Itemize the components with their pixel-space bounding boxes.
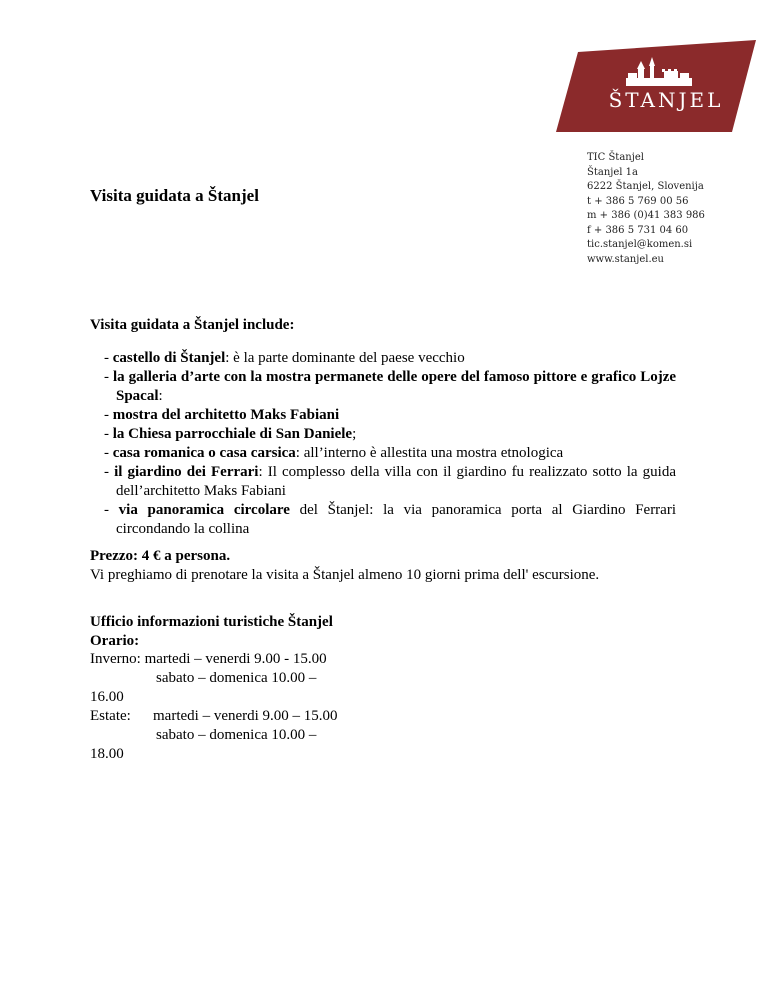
office-title: Ufficio informazioni turistiche Štanjel <box>90 614 333 630</box>
booking-note: Vi preghiamo di prenotare la visita a Štanjel almeno 10 giorni prima dell' escursione. <box>90 567 600 583</box>
logo-text: ŠTANJEL <box>608 88 724 112</box>
winter-weekend-hours: sabato – domenica 10.00 – <box>156 670 317 686</box>
winter-weekday-hours: Inverno: martedi – venerdi 9.00 - 15.00 <box>90 651 327 667</box>
winter-weekend-end: 16.00 <box>90 689 124 705</box>
list-item: - mostra del architetto Maks Fabiani <box>104 407 340 423</box>
item-text: : Il complesso della villa con il giardino fu realizzato sotto la guida dell’architetto Maks Fabiani <box>116 464 676 499</box>
contact-fax: f + 386 5 731 04 60 <box>587 224 689 236</box>
list-item: - il giardino dei Ferrari: Il complesso della villa con il giardino fu realizzato sotto la guida dell’architetto Maks Fabiani <box>104 464 676 499</box>
price-label: Prezzo: 4 € a persona. <box>90 548 231 564</box>
item-title: castello di Štanjel <box>112 350 226 366</box>
list-item: - la galleria d’arte con la mostra permanete delle opere del famoso pittore e grafico Lojze Spacal: <box>104 369 677 404</box>
item-title: casa romanica o casa carsica <box>112 445 296 461</box>
list-item: - la Chiesa parrocchiale di San Daniele; <box>104 426 357 442</box>
summer-weekday-hours: martedi – venerdi 9.00 – 15.00 <box>153 708 338 724</box>
contact-name: TIC Štanjel <box>587 152 644 163</box>
contact-street: Štanjel 1a <box>587 166 638 178</box>
contact-website[interactable]: www.stanjel.eu <box>587 253 664 265</box>
contact-block <box>587 151 705 267</box>
item-title: la galleria d’arte con la mostra permanete delle opere del famoso pittore e grafico Lojze Spacal <box>112 369 677 404</box>
summer-weekend-end: 18.00 <box>90 746 124 762</box>
office-section <box>90 613 333 651</box>
item-title: via panoramica circolare <box>118 502 290 518</box>
tour-items-list <box>104 349 676 539</box>
document-title: Visita guidata a Štanjel <box>90 186 259 205</box>
item-title: il giardino dei Ferrari <box>114 464 259 480</box>
item-text: : all’interno è allestita una mostra etnologica <box>295 445 564 461</box>
contact-city: 6222 Štanjel, Slovenija <box>587 181 704 192</box>
list-item: - casa romanica o casa carsica: all’interno è allestita una mostra etnologica <box>104 445 564 461</box>
hours-label: Orario: <box>90 633 140 649</box>
summer-weekend-hours: sabato – domenica 10.00 – <box>156 727 317 743</box>
tour-intro: Visita guidata a Štanjel include: <box>90 317 295 333</box>
logo-banner-shape <box>556 40 756 132</box>
item-title: mostra del architetto Maks Fabiani <box>112 407 340 423</box>
item-title: la Chiesa parrocchiale di San Daniele <box>112 426 353 442</box>
list-item: - castello di Štanjel: è la parte dominante del paese vecchio <box>104 350 465 366</box>
item-text: : <box>158 388 163 404</box>
stanjel-logo <box>556 40 756 132</box>
item-text: : è la parte dominante del paese vecchio <box>225 350 465 366</box>
price-section <box>90 547 730 585</box>
contact-email[interactable]: tic.stanjel@komen.si <box>587 239 693 250</box>
summer-label: Estate: <box>90 708 131 724</box>
item-text: del Štanjel: la via panoramica porta al Giardino Ferrari circondando la collina <box>116 502 677 537</box>
list-item: - via panoramica circolare del Štanjel: la via panoramica porta al Giardino Ferrari circondando la collina <box>104 502 677 537</box>
item-text: ; <box>352 426 357 442</box>
contact-phone: t + 386 5 769 00 56 <box>587 195 689 207</box>
contact-mobile: m + 386 (0)41 383 986 <box>587 210 705 221</box>
